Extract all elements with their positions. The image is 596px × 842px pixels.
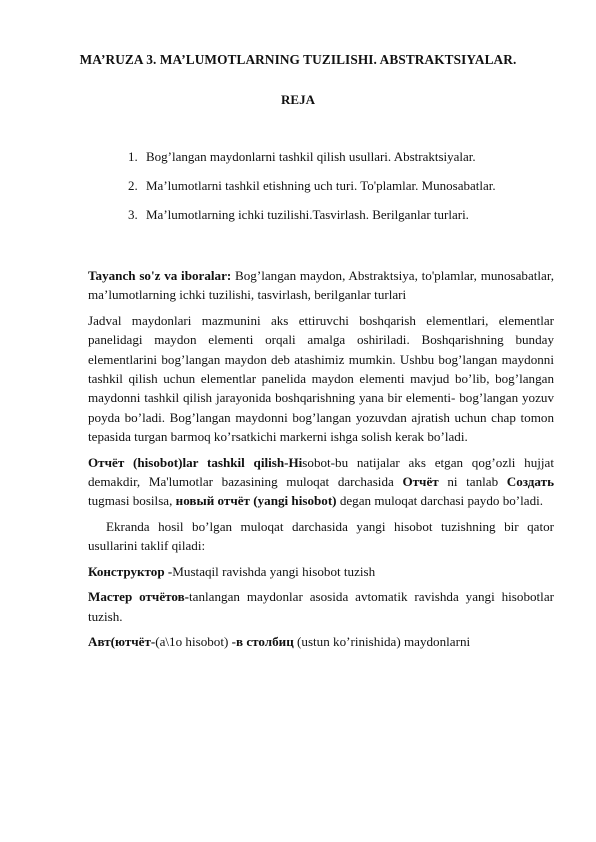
lecture-title: MA’RUZA 3. MA’LUMOTLARNING TUZILISHI. ABSTRAKTSIYALAR. — [79, 52, 517, 67]
body-paragraph: Jadval maydonlari mazmunini aks ettiruvchi boshqarish elementlari, elementlar panelidagi maydon elementi orqali amalga oshiriladi. Boshqarishning bunday elementlarini bog’langan maydon deb atashimiz mumkin. Ushbu bog’langan maydonni tashkil qilish uchun elementlar panelida maydon elementi mavjud bo’lib, bog’langan maydonni tashkil qilish jarayonida boshqarishning yana bir elementi- bog’langan yozuv poyda bo’ladi. Bog’langan maydonni bog’langan yozuvdan ajratish uchun chap tomon tepasida turgan barmoq ko’rsatkichi markerni ishga solish kerak bo’ladi. — [88, 312, 554, 445]
lecture-body — [88, 266, 554, 657]
keywords-paragraph: Tayanch so'z va iboralar: Bog’langan maydon, Abstraktsiya, to'plamlar, munosabatlar, ma’lumotlarning ichki tuzilishi, tasvirlash, berilganlar turlari — [88, 268, 554, 303]
plan-item: 1. Bog’langan maydonlarni tashkil qilish usullari. Abstraktsiyalar. — [128, 149, 476, 164]
plan-heading: REJA — [281, 92, 315, 107]
plan-item: 2. Ma’lumotlarni tashkil etishning uch turi. To'plamlar. Munosabatlar. — [128, 178, 496, 193]
reports-paragraph: Отчёт (hisobot)lar tashkil qilish-Hisobot-bu natijalar aks etgan qog’ozli hujjat demakdir, Ma'lumotlar bazasining muloqat darchasida Отчёт ni tanlab Создать tugmasi bosilsa, новый отчёт (yangi hisobot) degan muloqat darchasi paydo bo’ladi. — [88, 454, 554, 509]
definition-paragraph: Конструктор -Mustaqil ravishda yangi hisobot tuzish — [88, 563, 376, 579]
definition-paragraph: Мастер отчётов-tanlangan maydonlar asosida avtomatik ravishda yangi hisobotlar tuzish. — [88, 589, 554, 624]
plan-item: 3. Ma’lumotlarning ichki tuzilishi.Tasvirlash. Berilganlar turlari. — [128, 207, 469, 222]
body-paragraph: Ekranda hosil bo’lgan muloqat darchasida yangi hisobot tuzishning bir qator usullarini taklif qiladi: — [88, 518, 554, 554]
definition-paragraph: Авт(ютчёт-(a\1o hisobot) -в столбиц (ustun ko’rinishida) maydonlarni — [88, 633, 471, 649]
